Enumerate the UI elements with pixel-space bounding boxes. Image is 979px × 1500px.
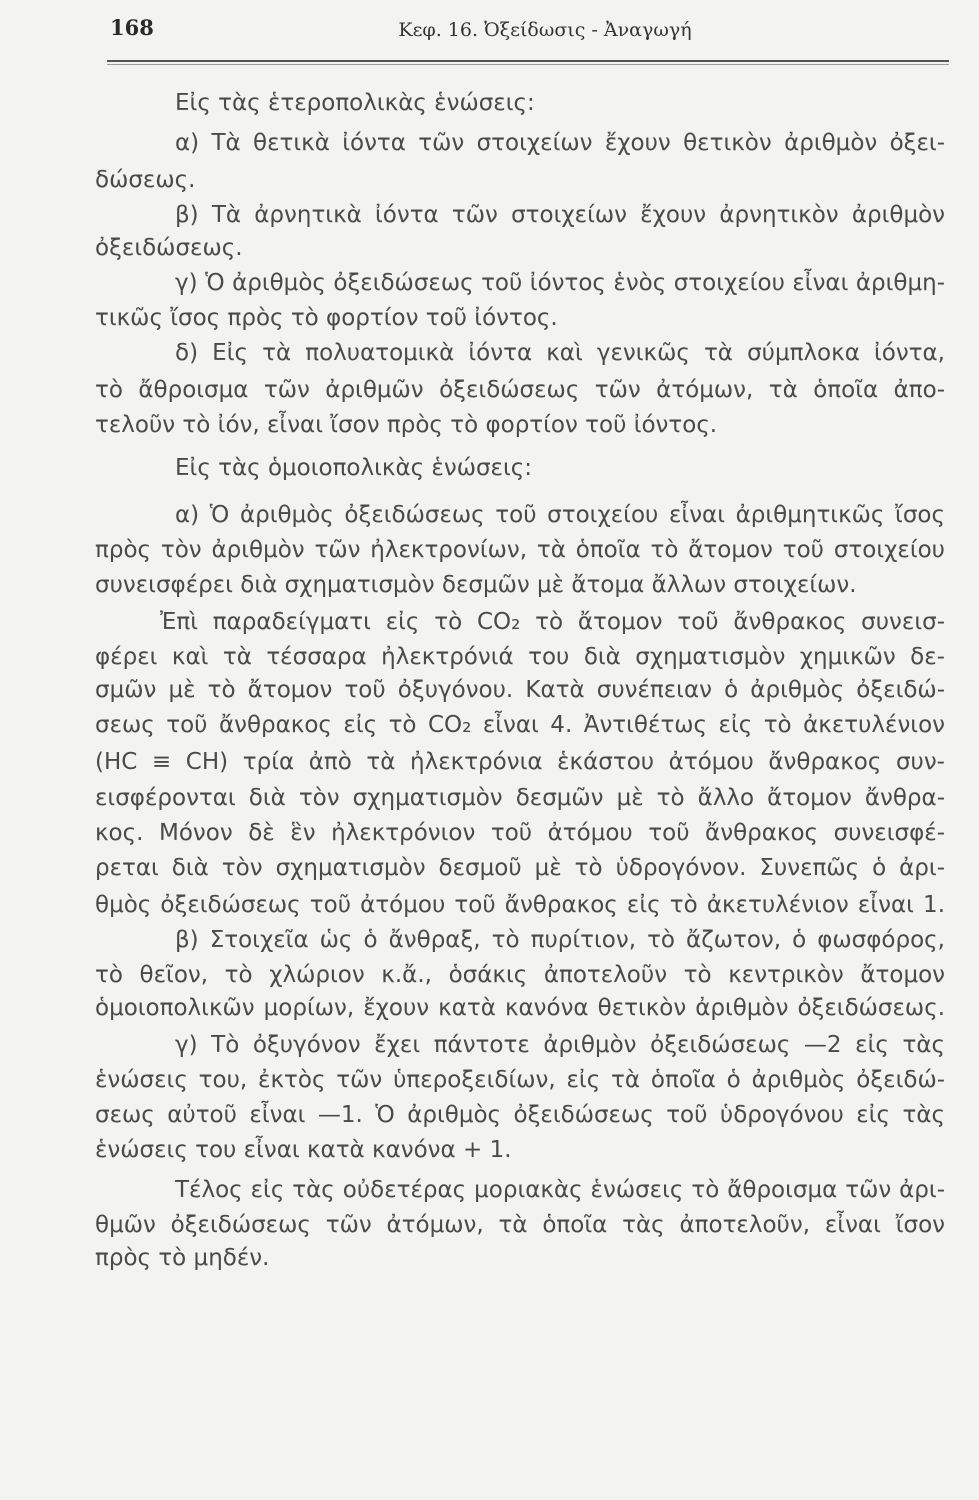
text-line: α) Ὁ ἀριθμὸς ὀξειδώσεως τοῦ στοιχείου εἶναι ἀριθμητικῶς ἴσος [175,502,945,528]
text-line: (HC ≡ CH) τρία ἀπὸ τὰ ἠλεκτρόνια ἑκάστου ἀτόμου ἄνθρακος συν- [95,749,945,775]
text-line: θμὸς ὀξειδώσεως τοῦ ἀτόμου τοῦ ἄνθρακος εἰς τὸ ἀκετυλένιον εἶναι 1. [95,892,945,918]
text-line: τὸ θεῖον, τὸ χλώριον κ.ἄ., ὁσάκις ἀποτελοῦν τὸ κεντρικὸν ἄτομον [95,962,945,988]
text-line: ὁμοιοπολικῶν μορίων, ἔχουν κατὰ κανόνα θετικὸν ἀριθμὸν ὀξειδώσεως. [95,995,945,1021]
text-line: φέρει καὶ τὰ τέσσαρα ἠλεκτρόνιά του διὰ σχηματισμὸν χημικῶν δε- [95,644,945,670]
text-line: β) Τὰ ἀρνητικὰ ἰόντα τῶν στοιχείων ἔχουν ἀρνητικὸν ἀριθμὸν [175,202,945,228]
header-rule [107,60,949,65]
text-line: τελοῦν τὸ ἰόν, εἶναι ἴσον πρὸς τὸ φορτίον τοῦ ἰόντος. [95,412,718,438]
closing-paragraph [0,1173,979,1275]
section-heading: Εἰς τὰς ὁμοιοπολικὰς ἑνώσεις: [175,455,532,481]
text-line: πρὸς τὸν ἀριθμὸν τῶν ἠλεκτρονίων, τὰ ὁποῖα τὸ ἄτομον τοῦ στοιχείου [95,537,945,563]
text-line: σμῶν μὲ τὸ ἄτομον τοῦ ὀξυγόνου. Κατὰ συνέπειαν ὁ ἀριθμὸς ὀξειδώ- [95,677,945,703]
ionic-compounds-section [0,86,979,442]
text-line: β) Στοιχεῖα ὡς ὁ ἄνθραξ, τὸ πυρίτιον, τὸ ἄζωτον, ὁ φωσφόρος, [175,927,945,953]
text-line: θμῶν ὀξειδώσεως τῶν ἀτόμων, τὰ ὁποῖα τὰς ἀποτελοῦν, εἶναι ἴσον [95,1212,945,1238]
covalent-compounds-section [0,451,979,1167]
text-line: ρεται διὰ τὸν σχηματισμὸν δεσμοῦ μὲ τὸ ὑδρογόνον. Συνεπῶς ὁ ἀρι- [95,855,945,881]
page-number: 168 [110,15,154,40]
text-line: ἑνώσεις του εἶναι κατὰ κανόνα + 1. [95,1137,512,1163]
text-line: δώσεως. [95,167,196,193]
text-line: συνεισφέρει διὰ σχηματισμὸν δεσμῶν μὲ ἄτομα ἄλλων στοιχείων. [95,572,857,598]
text-line: Τέλος εἰς τὰς οὐδετέρας μοριακὰς ἑνώσεις τὸ ἄθροισμα τῶν ἀρι- [175,1177,945,1203]
text-line: δ) Εἰς τὰ πολυατομικὰ ἰόντα καὶ γενικῶς τὰ σύμπλοκα ἰόντα, [175,340,945,366]
text-line: σεως αὐτοῦ εἶναι —1. Ὁ ἀριθμὸς ὀξειδώσεως τοῦ ὑδρογόνου εἰς τὰς [95,1102,945,1128]
page-header [0,0,979,70]
text-line: κος. Μόνον δὲ ἓν ἠλεκτρόνιον τοῦ ἀτόμου τοῦ ἄνθρακος συνεισφέ- [95,820,945,846]
text-line: Ἐπὶ παραδείγματι εἰς τὸ CO₂ τὸ ἄτομον τοῦ ἄνθρακος συνεισ- [160,609,945,635]
section-heading: Εἰς τὰς ἑτεροπολικὰς ἑνώσεις: [175,90,535,116]
text-line: ἑνώσεις του, ἐκτὸς τῶν ὑπεροξειδίων, εἰς τὰ ὁποῖα ὁ ἀριθμὸς ὀξειδώ- [95,1067,945,1093]
text-line: α) Τὰ θετικὰ ἰόντα τῶν στοιχείων ἔχουν θετικὸν ἀριθμὸν ὀξει- [175,130,945,156]
text-line: γ) Τὸ ὀξυγόνον ἔχει πάντοτε ἀριθμὸν ὀξειδώσεως —2 εἰς τὰς [175,1032,945,1058]
text-line: εισφέρονται διὰ τὸν σχηματισμὸν δεσμῶν μὲ τὸ ἄλλο ἄτομον ἄνθρα- [95,785,945,811]
text-line: τικῶς ἴσος πρὸς τὸ φορτίον τοῦ ἰόντος. [95,305,558,331]
text-line: πρὸς τὸ μηδέν. [95,1245,270,1271]
text-line: γ) Ὁ ἀριθμὸς ὀξειδώσεως τοῦ ἰόντος ἑνὸς στοιχείου εἶναι ἀριθμη- [175,270,945,296]
running-title: Κεφ. 16. Ὀξείδωσις - Ἀναγωγή [398,19,692,41]
text-line: σεως τοῦ ἄνθρακος εἰς τὸ CO₂ εἶναι 4. Ἀντιθέτως εἰς τὸ ἀκετυλένιον [95,712,945,738]
text-line: τὸ ἄθροισμα τῶν ἀριθμῶν ὀξειδώσεως τῶν ἀτόμων, τὰ ὁποῖα ἀπο- [95,377,945,403]
text-line: ὀξειδώσεως. [95,235,243,261]
